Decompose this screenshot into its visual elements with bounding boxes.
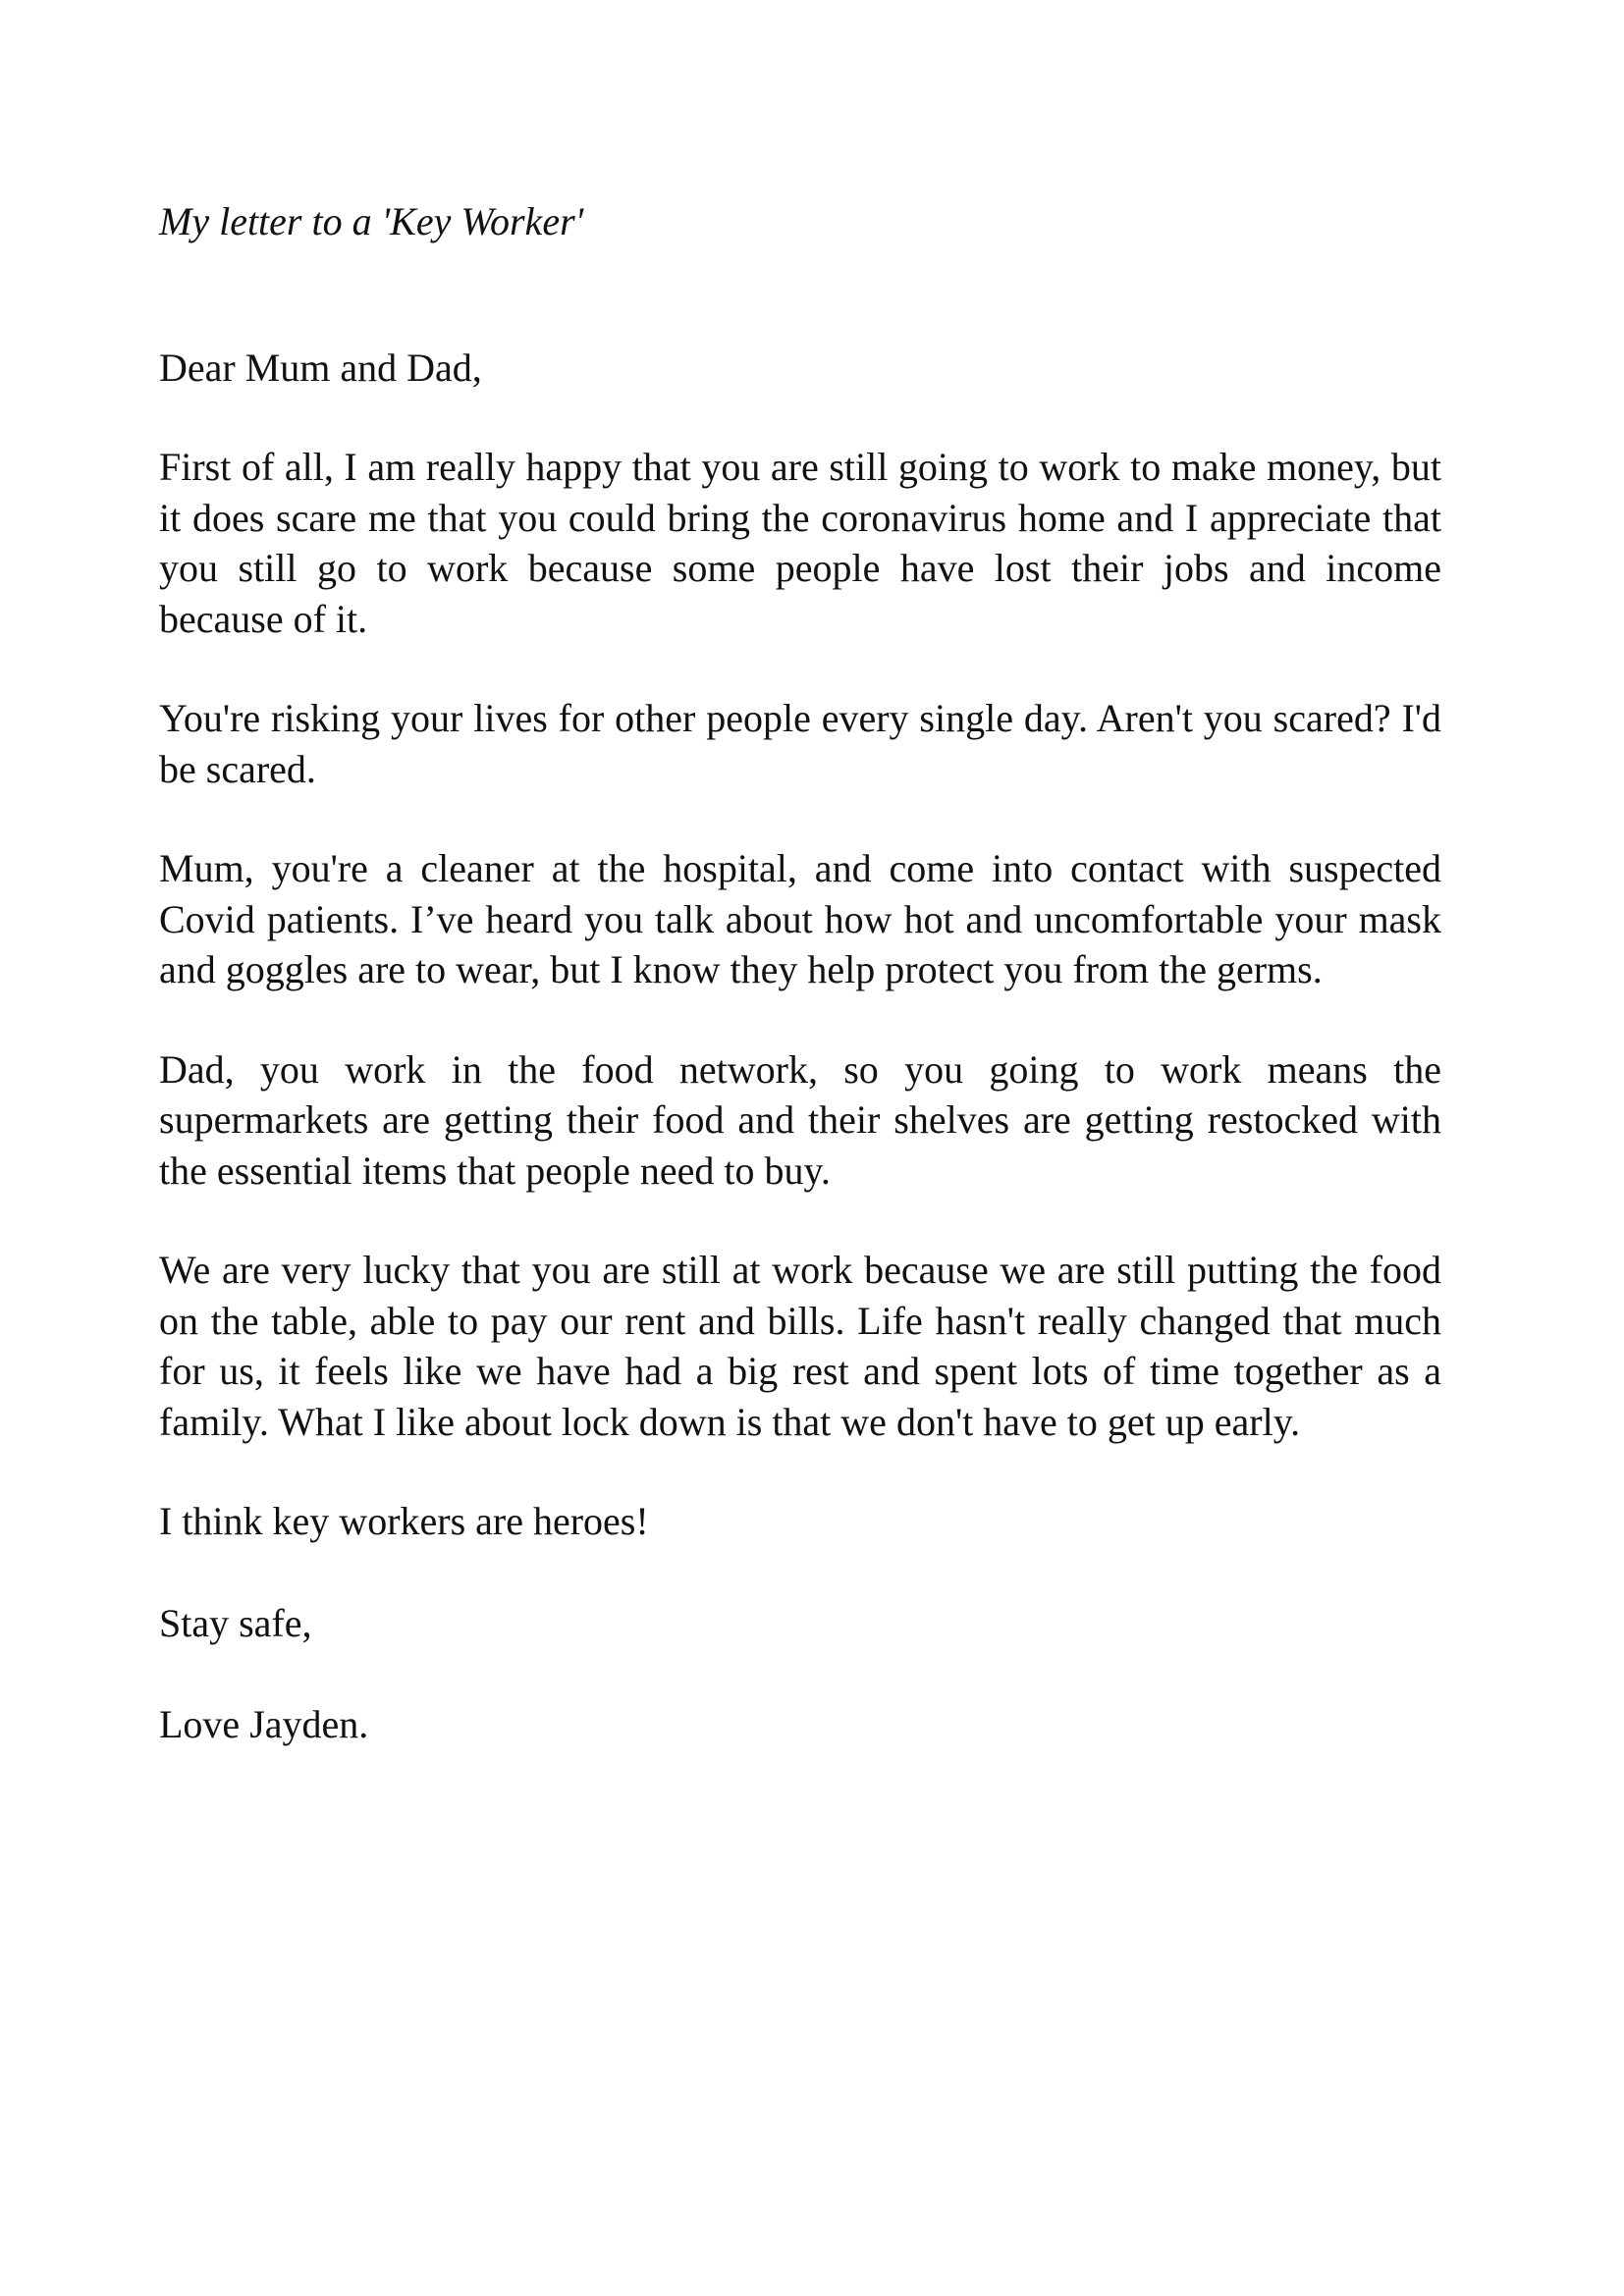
salutation: Dear Mum and Dad, [159,346,482,390]
closing-line: Stay safe, [159,1600,312,1645]
paragraph-lucky: We are very lucky that you are still at work because we are still putting the food on the table, able to pay our rent and bills. Life hasn't really changed that much for us, it feels like we have had a big rest and spent lots of time together as a family. What I like about lock down is that we don't have to get up early. [159,1248,1441,1444]
paragraph-heroes: I think key workers are heroes! [159,1499,649,1543]
letter-title: My letter to a 'Key Worker' [159,199,584,243]
paragraph-dad-food-network: Dad, you work in the food network, so you going to work means the supermarkets are getting their food and their shelves are getting restocked with the essential items that people need to buy. [159,1046,1441,1193]
paragraph-mum-cleaner: Mum, you're a cleaner at the hospital, and come into contact with suspected Covid patients. I’ve heard you talk about how hot and uncomfortable your mask and goggles are to wear, but I know they help protect you from the germs. [159,846,1441,991]
letter-body [159,196,1441,1749]
paragraph-work-concern: First of all, I am really happy that you are still going to work to make money, but it does scare me that you could bring the coronavirus home and I appreciate that you still go to work because some people have lost their jobs and income because of it. [159,445,1441,641]
signature: Love Jayden. [159,1701,369,1746]
paragraph-risking-lives: You're risking your lives for other people every single day. Aren't you scared? I'd be scared. [159,696,1441,791]
